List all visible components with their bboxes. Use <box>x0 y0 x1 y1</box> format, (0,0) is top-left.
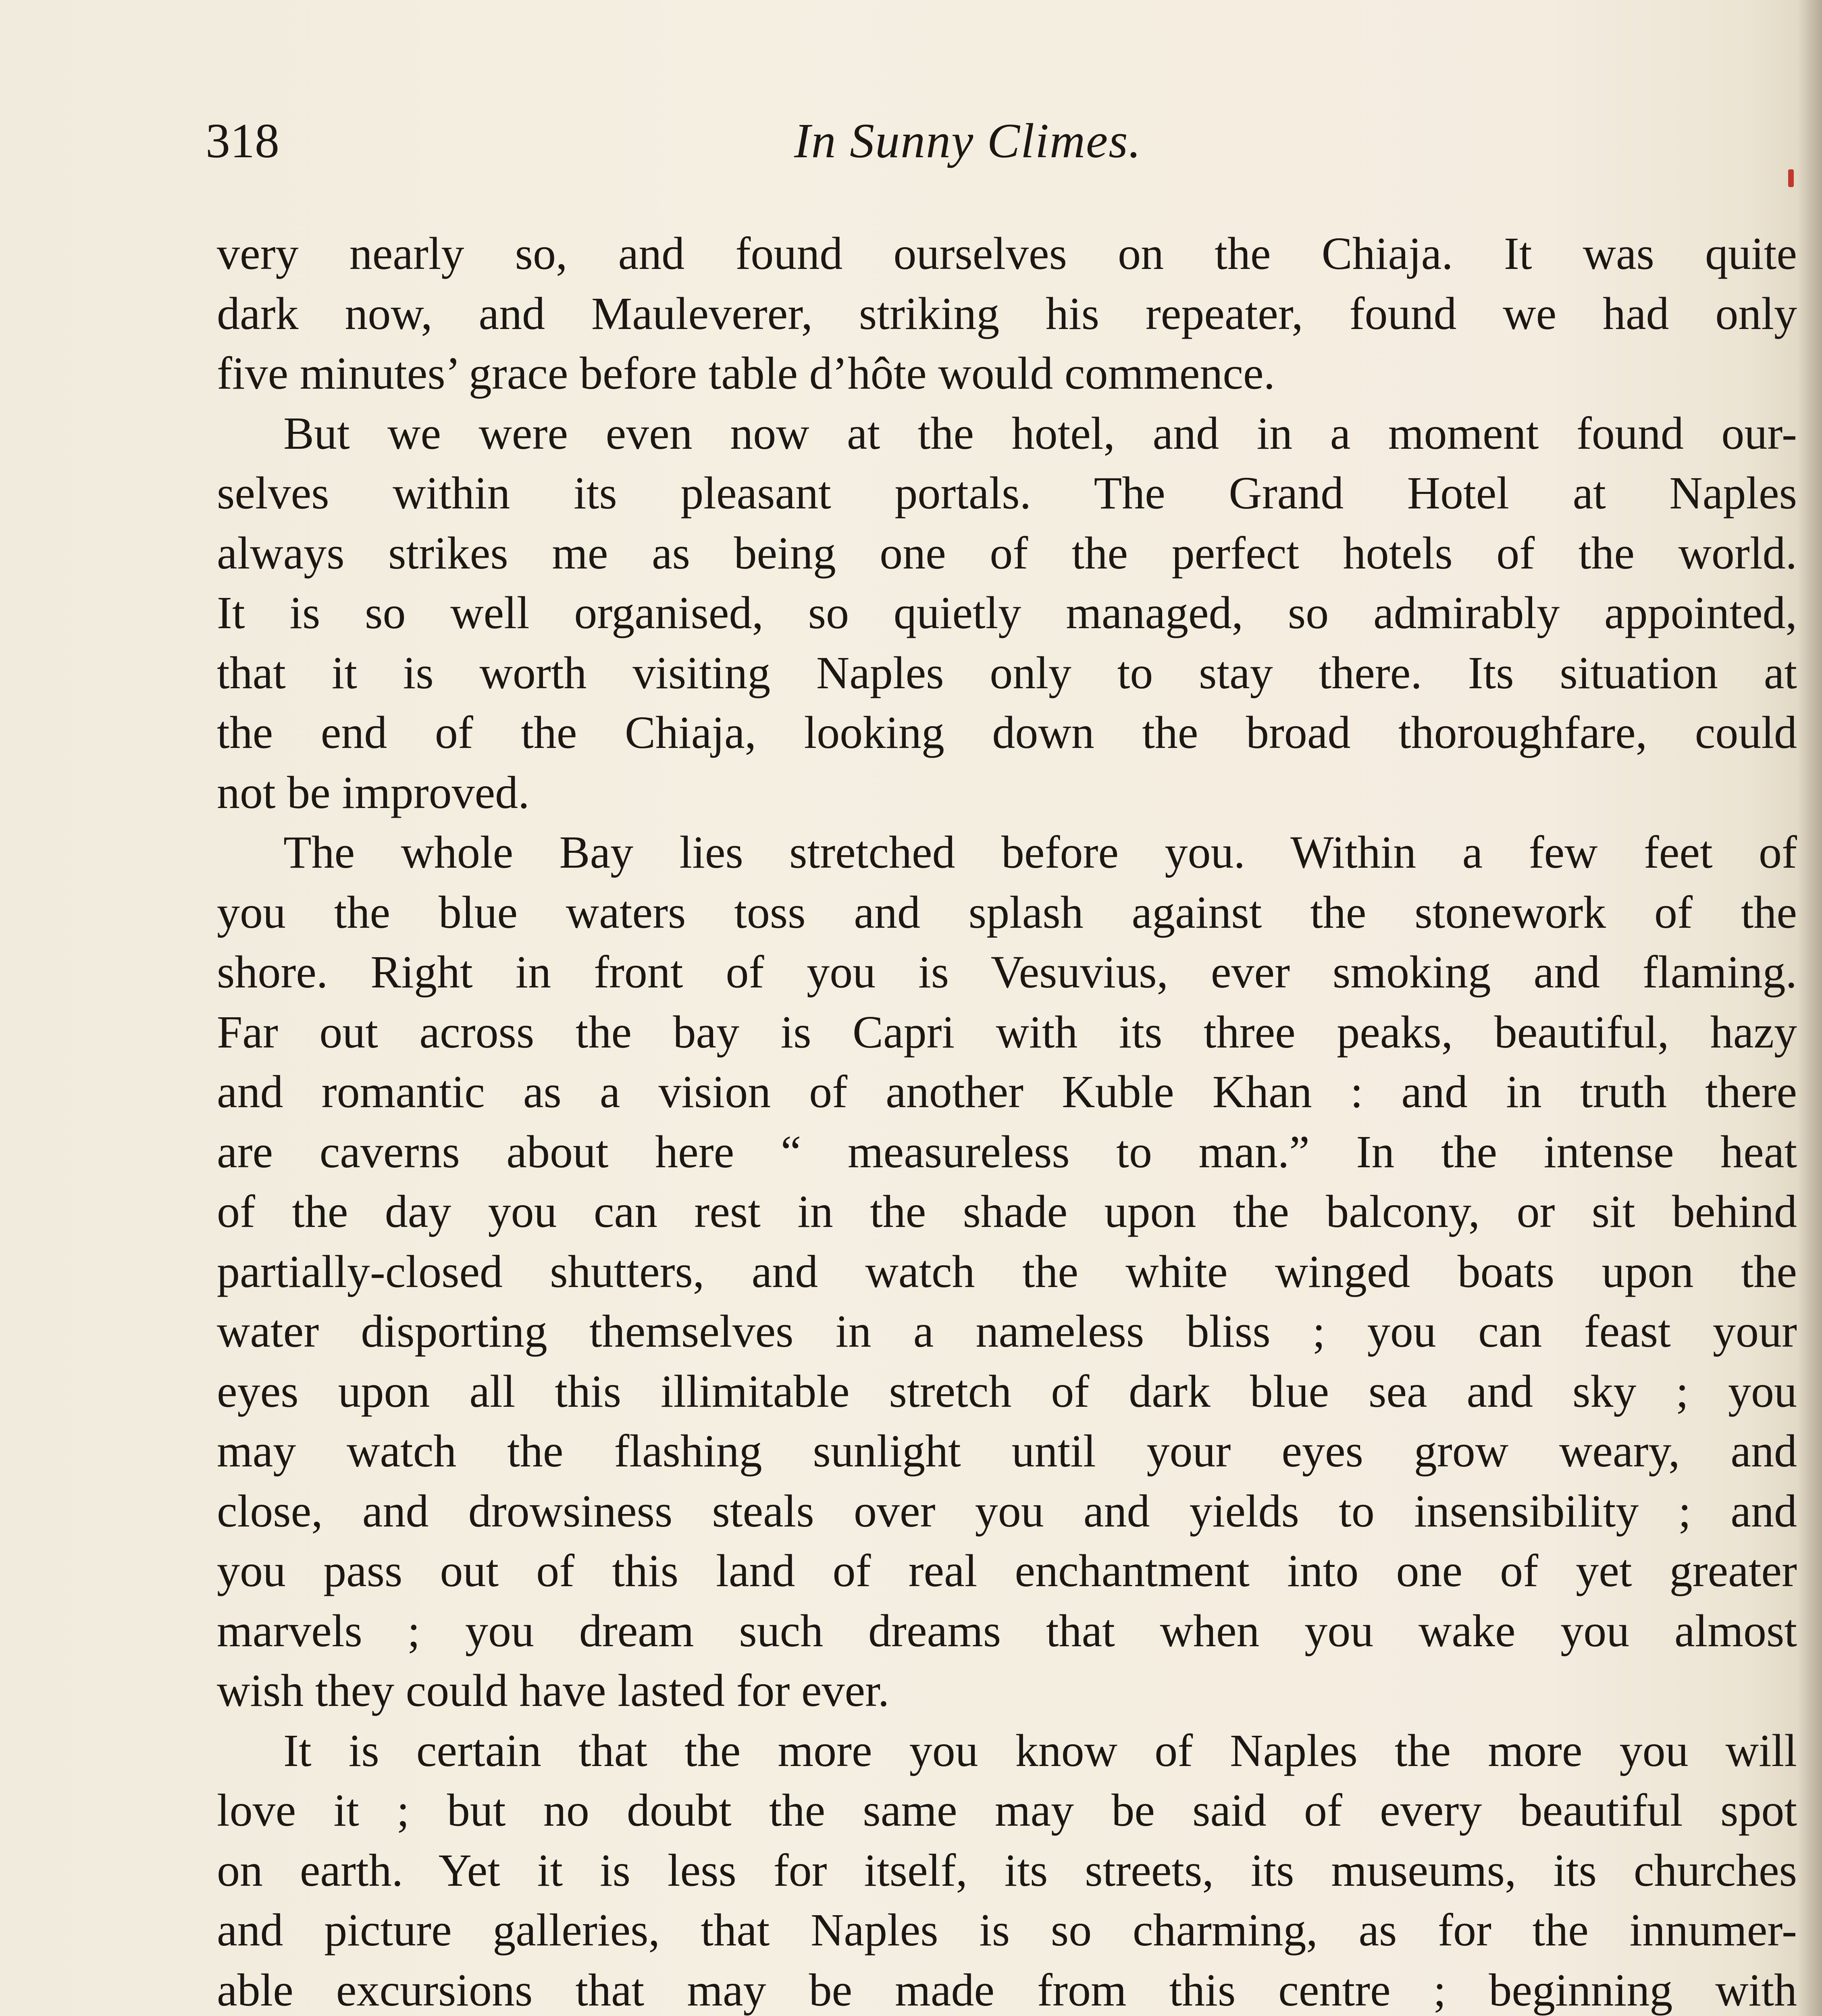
page-header <box>206 101 1798 181</box>
text-line: But we were even now at the hotel, and in a moment found our- <box>283 407 1797 459</box>
text-line: It is so well organised, so quietly managed, so admirably appointed, <box>217 587 1797 638</box>
text-line: on earth. Yet it is less for itself, its streets, its museums, its churches <box>217 1844 1797 1896</box>
text-line: It is certain that the more you know of Naples the more you will <box>283 1724 1797 1776</box>
text-line: Far out across the bay is Capri with its three peaks, beautiful, hazy <box>217 1006 1797 1058</box>
text-line: able excursions that may be made from this centre ; beginning with <box>217 1964 1797 2016</box>
text-line: shore. Right in front of you is Vesuvius, ever smoking and flaming. <box>217 946 1797 998</box>
text-line: the end of the Chiaja, looking down the broad thoroughfare, could <box>217 707 1797 758</box>
text-line: that it is worth visiting Naples only to stay there. Its situation at <box>217 647 1797 698</box>
text-line: marvels ; you dream such dreams that when you wake you almost <box>217 1605 1797 1656</box>
text-line: selves within its pleasant portals. The Grand Hotel at Naples <box>217 467 1797 519</box>
text-line: and picture galleries, that Naples is so charming, as for the innumer- <box>217 1904 1797 1956</box>
red-ink-mark <box>1788 169 1794 187</box>
text-line: love it ; but no doubt the same may be said of every beautiful spot <box>217 1785 1797 1836</box>
text-line: you the blue waters toss and splash against the stonework of the <box>217 886 1797 938</box>
text-line: wish they could have lasted for ever. <box>217 1665 890 1716</box>
text-line: are caverns about here “ measureless to man.” In the intense heat <box>217 1126 1797 1177</box>
page-edge-shadow <box>1798 0 1822 2016</box>
text-line: eyes upon all this illimitable stretch of dark blue sea and sky ; you <box>217 1365 1797 1417</box>
text-line: The whole Bay lies stretched before you. Within a few feet of <box>283 827 1797 878</box>
text-line: dark now, and Mauleverer, striking his repeater, found we had only <box>217 287 1797 339</box>
page-number: 318 <box>206 114 279 168</box>
text-line: very nearly so, and found ourselves on the Chiaja. It was quite <box>217 228 1797 279</box>
body-text <box>217 224 1797 2016</box>
text-line: water disporting themselves in a nameless bliss ; you can feast your <box>217 1306 1797 1357</box>
text-line: may watch the flashing sunlight until your eyes grow weary, and <box>217 1425 1797 1477</box>
text-line: partially-closed shutters, and watch the white winged boats upon the <box>217 1245 1797 1297</box>
text-line: not be improved. <box>217 766 530 818</box>
text-line: of the day you can rest in the shade upon the balcony, or sit behind <box>217 1186 1797 1237</box>
running-title: In Sunny Climes. <box>794 114 1142 168</box>
text-line: and romantic as a vision of another Kuble Khan : and in truth there <box>217 1066 1797 1117</box>
text-line: always strikes me as being one of the perfect hotels of the world. <box>217 527 1797 579</box>
text-line: close, and drowsiness steals over you and yields to insensibility ; and <box>217 1485 1797 1537</box>
text-line: five minutes’ grace before table d’hôte would commence. <box>217 348 1275 399</box>
text-line: you pass out of this land of real enchantment into one of yet greater <box>217 1545 1797 1596</box>
